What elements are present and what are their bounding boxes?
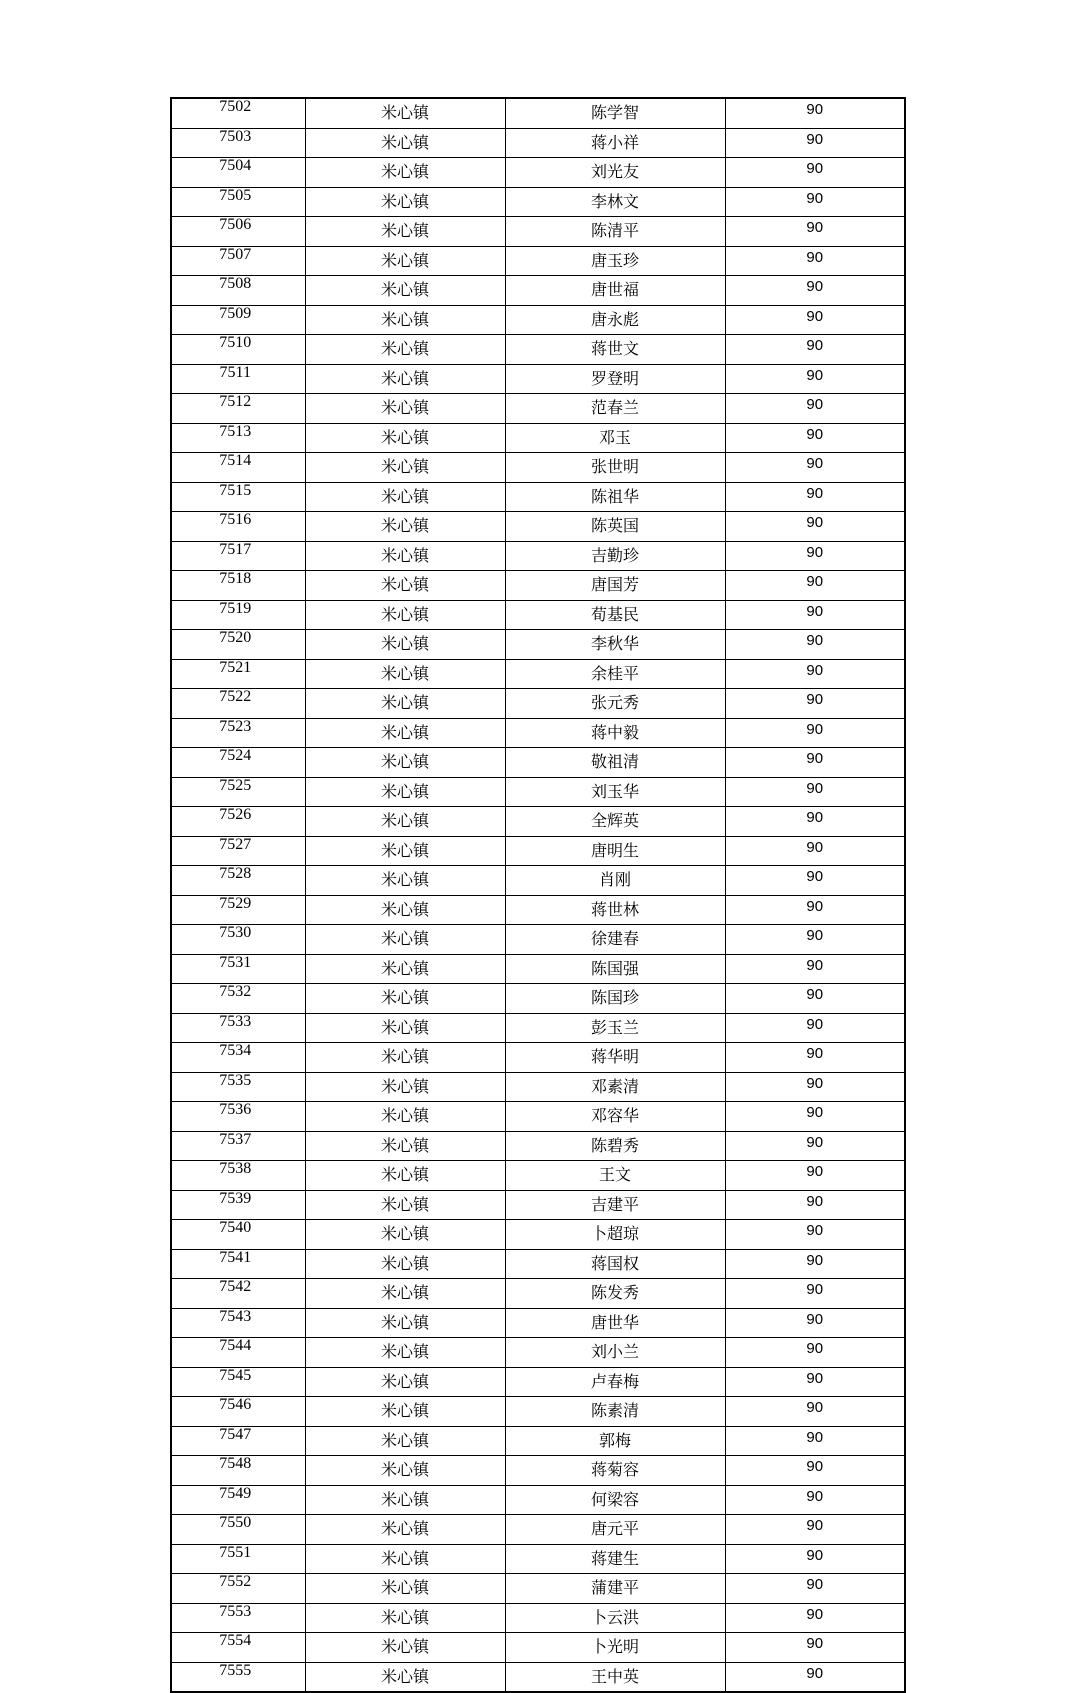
town-cell: 米心镇 bbox=[305, 777, 505, 807]
table-row bbox=[171, 659, 905, 689]
score-cell: 90 bbox=[725, 807, 905, 837]
table-row bbox=[171, 1249, 905, 1279]
person-name-cell: 李秋华 bbox=[505, 630, 725, 660]
town-cell: 米心镇 bbox=[305, 1574, 505, 1604]
town-cell: 米心镇 bbox=[305, 1662, 505, 1692]
table-row bbox=[171, 246, 905, 276]
town-cell: 米心镇 bbox=[305, 807, 505, 837]
town-cell: 米心镇 bbox=[305, 276, 505, 306]
person-name-cell: 蒋菊容 bbox=[505, 1456, 725, 1486]
table-row bbox=[171, 512, 905, 542]
person-name-cell: 陈发秀 bbox=[505, 1279, 725, 1309]
table-row bbox=[171, 1043, 905, 1073]
table-row bbox=[171, 1515, 905, 1545]
town-cell: 米心镇 bbox=[305, 954, 505, 984]
table-row bbox=[171, 482, 905, 512]
table-row bbox=[171, 807, 905, 837]
row-number-cell: 7543 bbox=[171, 1308, 305, 1338]
table-row bbox=[171, 1397, 905, 1427]
town-cell: 米心镇 bbox=[305, 984, 505, 1014]
score-cell: 90 bbox=[725, 276, 905, 306]
table-row bbox=[171, 895, 905, 925]
person-name-cell: 陈国强 bbox=[505, 954, 725, 984]
row-number-cell: 7521 bbox=[171, 659, 305, 689]
row-number-cell: 7551 bbox=[171, 1544, 305, 1574]
row-number-cell: 7503 bbox=[171, 128, 305, 158]
table-row bbox=[171, 128, 905, 158]
table-row bbox=[171, 394, 905, 424]
row-number-cell: 7504 bbox=[171, 158, 305, 188]
town-cell: 米心镇 bbox=[305, 128, 505, 158]
table-row bbox=[171, 1279, 905, 1309]
score-cell: 90 bbox=[725, 1013, 905, 1043]
town-cell: 米心镇 bbox=[305, 718, 505, 748]
row-number-cell: 7519 bbox=[171, 600, 305, 630]
row-number-cell: 7542 bbox=[171, 1279, 305, 1309]
row-number-cell: 7552 bbox=[171, 1574, 305, 1604]
table-row bbox=[171, 630, 905, 660]
table-row bbox=[171, 954, 905, 984]
person-name-cell: 蒋国权 bbox=[505, 1249, 725, 1279]
row-number-cell: 7529 bbox=[171, 895, 305, 925]
town-cell: 米心镇 bbox=[305, 1279, 505, 1309]
town-cell: 米心镇 bbox=[305, 305, 505, 335]
row-number-cell: 7520 bbox=[171, 630, 305, 660]
score-cell: 90 bbox=[725, 187, 905, 217]
person-name-cell: 张世明 bbox=[505, 453, 725, 483]
row-number-cell: 7518 bbox=[171, 571, 305, 601]
row-number-cell: 7541 bbox=[171, 1249, 305, 1279]
row-number-cell: 7537 bbox=[171, 1131, 305, 1161]
score-cell: 90 bbox=[725, 305, 905, 335]
town-cell: 米心镇 bbox=[305, 689, 505, 719]
table-row bbox=[171, 1633, 905, 1663]
table-row bbox=[171, 984, 905, 1014]
town-cell: 米心镇 bbox=[305, 453, 505, 483]
row-number-cell: 7512 bbox=[171, 394, 305, 424]
table-row bbox=[171, 1367, 905, 1397]
score-cell: 90 bbox=[725, 689, 905, 719]
table-row bbox=[171, 453, 905, 483]
score-cell: 90 bbox=[725, 1603, 905, 1633]
town-cell: 米心镇 bbox=[305, 394, 505, 424]
row-number-cell: 7530 bbox=[171, 925, 305, 955]
town-cell: 米心镇 bbox=[305, 1426, 505, 1456]
row-number-cell: 7516 bbox=[171, 512, 305, 542]
score-cell: 90 bbox=[725, 1426, 905, 1456]
person-name-cell: 荀基民 bbox=[505, 600, 725, 630]
row-number-cell: 7509 bbox=[171, 305, 305, 335]
table-row bbox=[171, 718, 905, 748]
person-name-cell: 彭玉兰 bbox=[505, 1013, 725, 1043]
row-number-cell: 7538 bbox=[171, 1161, 305, 1191]
score-cell: 90 bbox=[725, 1220, 905, 1250]
person-name-cell: 蒋世文 bbox=[505, 335, 725, 365]
table-row bbox=[171, 1544, 905, 1574]
row-number-cell: 7546 bbox=[171, 1397, 305, 1427]
town-cell: 米心镇 bbox=[305, 1249, 505, 1279]
town-cell: 米心镇 bbox=[305, 630, 505, 660]
town-cell: 米心镇 bbox=[305, 1485, 505, 1515]
person-name-cell: 刘玉华 bbox=[505, 777, 725, 807]
score-cell: 90 bbox=[725, 925, 905, 955]
row-number-cell: 7535 bbox=[171, 1072, 305, 1102]
town-cell: 米心镇 bbox=[305, 1544, 505, 1574]
score-cell: 90 bbox=[725, 512, 905, 542]
person-name-cell: 唐世华 bbox=[505, 1308, 725, 1338]
town-cell: 米心镇 bbox=[305, 1072, 505, 1102]
table-row bbox=[171, 187, 905, 217]
row-number-cell: 7539 bbox=[171, 1190, 305, 1220]
table-row bbox=[171, 600, 905, 630]
town-cell: 米心镇 bbox=[305, 925, 505, 955]
town-cell: 米心镇 bbox=[305, 1043, 505, 1073]
town-cell: 米心镇 bbox=[305, 364, 505, 394]
table-row bbox=[171, 1308, 905, 1338]
town-cell: 米心镇 bbox=[305, 482, 505, 512]
row-number-cell: 7522 bbox=[171, 689, 305, 719]
score-cell: 90 bbox=[725, 954, 905, 984]
person-name-cell: 吉建平 bbox=[505, 1190, 725, 1220]
town-cell: 米心镇 bbox=[305, 512, 505, 542]
town-cell: 米心镇 bbox=[305, 836, 505, 866]
person-name-cell: 卜云洪 bbox=[505, 1603, 725, 1633]
score-cell: 90 bbox=[725, 246, 905, 276]
score-cell: 90 bbox=[725, 98, 905, 128]
score-cell: 90 bbox=[725, 984, 905, 1014]
row-number-cell: 7527 bbox=[171, 836, 305, 866]
row-number-cell: 7507 bbox=[171, 246, 305, 276]
score-cell: 90 bbox=[725, 1633, 905, 1663]
row-number-cell: 7502 bbox=[171, 98, 305, 128]
row-number-cell: 7524 bbox=[171, 748, 305, 778]
score-cell: 90 bbox=[725, 158, 905, 188]
score-cell: 90 bbox=[725, 335, 905, 365]
table-row bbox=[171, 1190, 905, 1220]
score-cell: 90 bbox=[725, 1515, 905, 1545]
table-row bbox=[171, 1338, 905, 1368]
score-cell: 90 bbox=[725, 1308, 905, 1338]
score-cell: 90 bbox=[725, 1161, 905, 1191]
score-cell: 90 bbox=[725, 1485, 905, 1515]
town-cell: 米心镇 bbox=[305, 1013, 505, 1043]
person-name-cell: 张元秀 bbox=[505, 689, 725, 719]
score-cell: 90 bbox=[725, 1190, 905, 1220]
table-row bbox=[171, 1456, 905, 1486]
score-cell: 90 bbox=[725, 1043, 905, 1073]
table-row bbox=[171, 217, 905, 247]
table-row bbox=[171, 1662, 905, 1692]
person-name-cell: 陈清平 bbox=[505, 217, 725, 247]
score-cell: 90 bbox=[725, 600, 905, 630]
table-row bbox=[171, 98, 905, 128]
town-cell: 米心镇 bbox=[305, 187, 505, 217]
table-row bbox=[171, 1574, 905, 1604]
table-row bbox=[171, 1603, 905, 1633]
table-row bbox=[171, 276, 905, 306]
town-cell: 米心镇 bbox=[305, 1308, 505, 1338]
table-row bbox=[171, 571, 905, 601]
person-name-cell: 陈国珍 bbox=[505, 984, 725, 1014]
person-name-cell: 蒋世林 bbox=[505, 895, 725, 925]
score-cell: 90 bbox=[725, 1456, 905, 1486]
row-number-cell: 7540 bbox=[171, 1220, 305, 1250]
town-cell: 米心镇 bbox=[305, 1603, 505, 1633]
score-cell: 90 bbox=[725, 217, 905, 247]
row-number-cell: 7531 bbox=[171, 954, 305, 984]
table-row bbox=[171, 777, 905, 807]
score-cell: 90 bbox=[725, 1397, 905, 1427]
score-cell: 90 bbox=[725, 1072, 905, 1102]
person-name-cell: 卢春梅 bbox=[505, 1367, 725, 1397]
person-name-cell: 刘光友 bbox=[505, 158, 725, 188]
person-name-cell: 蒋小祥 bbox=[505, 128, 725, 158]
row-number-cell: 7547 bbox=[171, 1426, 305, 1456]
score-cell: 90 bbox=[725, 1279, 905, 1309]
score-cell: 90 bbox=[725, 1338, 905, 1368]
person-name-cell: 全辉英 bbox=[505, 807, 725, 837]
row-number-cell: 7548 bbox=[171, 1456, 305, 1486]
town-cell: 米心镇 bbox=[305, 217, 505, 247]
person-name-cell: 余桂平 bbox=[505, 659, 725, 689]
town-cell: 米心镇 bbox=[305, 1161, 505, 1191]
person-name-cell: 邓玉 bbox=[505, 423, 725, 453]
row-number-cell: 7532 bbox=[171, 984, 305, 1014]
person-name-cell: 郭梅 bbox=[505, 1426, 725, 1456]
score-cell: 90 bbox=[725, 1544, 905, 1574]
table-row bbox=[171, 1220, 905, 1250]
score-cell: 90 bbox=[725, 718, 905, 748]
score-cell: 90 bbox=[725, 866, 905, 896]
town-cell: 米心镇 bbox=[305, 748, 505, 778]
person-name-cell: 邓素清 bbox=[505, 1072, 725, 1102]
table-row bbox=[171, 364, 905, 394]
person-name-cell: 卜光明 bbox=[505, 1633, 725, 1663]
row-number-cell: 7506 bbox=[171, 217, 305, 247]
table-row bbox=[171, 158, 905, 188]
row-number-cell: 7510 bbox=[171, 335, 305, 365]
table-row bbox=[171, 866, 905, 896]
score-cell: 90 bbox=[725, 541, 905, 571]
person-name-cell: 吉勤珍 bbox=[505, 541, 725, 571]
score-cell: 90 bbox=[725, 895, 905, 925]
person-name-cell: 唐国芳 bbox=[505, 571, 725, 601]
score-cell: 90 bbox=[725, 394, 905, 424]
score-cell: 90 bbox=[725, 1367, 905, 1397]
town-cell: 米心镇 bbox=[305, 571, 505, 601]
town-cell: 米心镇 bbox=[305, 1397, 505, 1427]
score-cell: 90 bbox=[725, 836, 905, 866]
person-name-cell: 范春兰 bbox=[505, 394, 725, 424]
row-number-cell: 7534 bbox=[171, 1043, 305, 1073]
person-name-cell: 陈素清 bbox=[505, 1397, 725, 1427]
town-cell: 米心镇 bbox=[305, 866, 505, 896]
score-cell: 90 bbox=[725, 1574, 905, 1604]
town-cell: 米心镇 bbox=[305, 335, 505, 365]
table-row bbox=[171, 836, 905, 866]
row-number-cell: 7525 bbox=[171, 777, 305, 807]
person-name-cell: 徐建春 bbox=[505, 925, 725, 955]
score-cell: 90 bbox=[725, 1131, 905, 1161]
town-cell: 米心镇 bbox=[305, 895, 505, 925]
town-cell: 米心镇 bbox=[305, 1131, 505, 1161]
town-cell: 米心镇 bbox=[305, 541, 505, 571]
person-name-cell: 肖刚 bbox=[505, 866, 725, 896]
row-number-cell: 7511 bbox=[171, 364, 305, 394]
person-name-cell: 王文 bbox=[505, 1161, 725, 1191]
town-cell: 米心镇 bbox=[305, 659, 505, 689]
row-number-cell: 7523 bbox=[171, 718, 305, 748]
town-cell: 米心镇 bbox=[305, 600, 505, 630]
table-row bbox=[171, 1131, 905, 1161]
person-name-cell: 卜超琼 bbox=[505, 1220, 725, 1250]
town-cell: 米心镇 bbox=[305, 158, 505, 188]
score-cell: 90 bbox=[725, 571, 905, 601]
row-number-cell: 7544 bbox=[171, 1338, 305, 1368]
row-number-cell: 7515 bbox=[171, 482, 305, 512]
person-name-cell: 唐元平 bbox=[505, 1515, 725, 1545]
row-number-cell: 7536 bbox=[171, 1102, 305, 1132]
person-name-cell: 唐世福 bbox=[505, 276, 725, 306]
table-row bbox=[171, 1102, 905, 1132]
table-row bbox=[171, 335, 905, 365]
score-cell: 90 bbox=[725, 1249, 905, 1279]
table-row bbox=[171, 748, 905, 778]
table-body bbox=[171, 98, 905, 1692]
score-cell: 90 bbox=[725, 1662, 905, 1692]
row-number-cell: 7550 bbox=[171, 1515, 305, 1545]
row-number-cell: 7554 bbox=[171, 1633, 305, 1663]
row-number-cell: 7555 bbox=[171, 1662, 305, 1692]
row-number-cell: 7533 bbox=[171, 1013, 305, 1043]
score-cell: 90 bbox=[725, 1102, 905, 1132]
person-name-cell: 邓容华 bbox=[505, 1102, 725, 1132]
row-number-cell: 7526 bbox=[171, 807, 305, 837]
person-name-cell: 刘小兰 bbox=[505, 1338, 725, 1368]
town-cell: 米心镇 bbox=[305, 1190, 505, 1220]
person-name-cell: 李林文 bbox=[505, 187, 725, 217]
score-cell: 90 bbox=[725, 453, 905, 483]
person-name-cell: 蒋中毅 bbox=[505, 718, 725, 748]
person-name-cell: 蒋建生 bbox=[505, 1544, 725, 1574]
person-name-cell: 蒋华明 bbox=[505, 1043, 725, 1073]
town-cell: 米心镇 bbox=[305, 1367, 505, 1397]
town-cell: 米心镇 bbox=[305, 246, 505, 276]
table-row bbox=[171, 423, 905, 453]
person-name-cell: 罗登明 bbox=[505, 364, 725, 394]
table-row bbox=[171, 1426, 905, 1456]
score-cell: 90 bbox=[725, 423, 905, 453]
row-number-cell: 7514 bbox=[171, 453, 305, 483]
town-cell: 米心镇 bbox=[305, 1456, 505, 1486]
person-name-cell: 陈学智 bbox=[505, 98, 725, 128]
person-name-cell: 陈英国 bbox=[505, 512, 725, 542]
score-cell: 90 bbox=[725, 364, 905, 394]
score-cell: 90 bbox=[725, 482, 905, 512]
score-cell: 90 bbox=[725, 659, 905, 689]
town-cell: 米心镇 bbox=[305, 1102, 505, 1132]
table-row bbox=[171, 1485, 905, 1515]
table-row bbox=[171, 305, 905, 335]
row-number-cell: 7553 bbox=[171, 1603, 305, 1633]
town-cell: 米心镇 bbox=[305, 423, 505, 453]
row-number-cell: 7545 bbox=[171, 1367, 305, 1397]
person-name-cell: 陈碧秀 bbox=[505, 1131, 725, 1161]
person-name-cell: 蒲建平 bbox=[505, 1574, 725, 1604]
table-row bbox=[171, 541, 905, 571]
person-name-cell: 唐永彪 bbox=[505, 305, 725, 335]
table-row bbox=[171, 925, 905, 955]
town-cell: 米心镇 bbox=[305, 1633, 505, 1663]
row-number-cell: 7513 bbox=[171, 423, 305, 453]
town-cell: 米心镇 bbox=[305, 1220, 505, 1250]
row-number-cell: 7505 bbox=[171, 187, 305, 217]
score-cell: 90 bbox=[725, 748, 905, 778]
table-row bbox=[171, 1072, 905, 1102]
table-row bbox=[171, 689, 905, 719]
town-cell: 米心镇 bbox=[305, 1515, 505, 1545]
table-row bbox=[171, 1013, 905, 1043]
row-number-cell: 7549 bbox=[171, 1485, 305, 1515]
score-cell: 90 bbox=[725, 630, 905, 660]
person-name-cell: 何梁容 bbox=[505, 1485, 725, 1515]
data-table bbox=[170, 97, 906, 1693]
row-number-cell: 7517 bbox=[171, 541, 305, 571]
table-row bbox=[171, 1161, 905, 1191]
town-cell: 米心镇 bbox=[305, 98, 505, 128]
person-name-cell: 陈祖华 bbox=[505, 482, 725, 512]
row-number-cell: 7528 bbox=[171, 866, 305, 896]
person-name-cell: 唐玉珍 bbox=[505, 246, 725, 276]
score-cell: 90 bbox=[725, 777, 905, 807]
town-cell: 米心镇 bbox=[305, 1338, 505, 1368]
row-number-cell: 7508 bbox=[171, 276, 305, 306]
person-name-cell: 敬祖清 bbox=[505, 748, 725, 778]
person-name-cell: 王中英 bbox=[505, 1662, 725, 1692]
score-cell: 90 bbox=[725, 128, 905, 158]
person-name-cell: 唐明生 bbox=[505, 836, 725, 866]
